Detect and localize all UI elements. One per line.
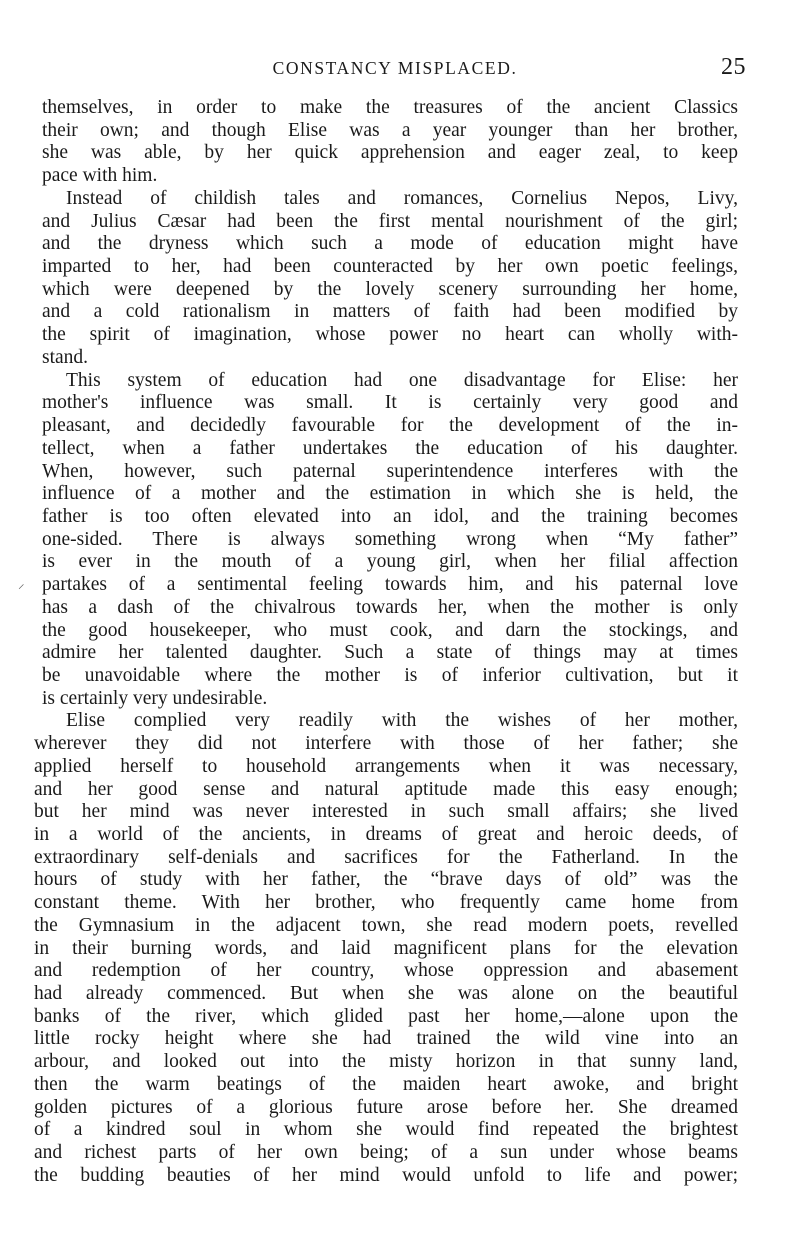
text-line: pleasant, and decidedly favourable for the development of the in- [42,415,738,437]
text-line: banks of the river, which glided past her home,—alone upon the [34,1005,738,1027]
paragraph-start-line: Elise complied very readily with the wishes of her mother, [66,710,738,732]
text-line: in their burning words, and laid magnificent plans for the elevation [34,937,738,959]
text-line: be unavoidable where the mother is of inferior cultivation, but it [42,664,738,686]
text-line: which were deepened by the lovely scenery surrounding her home, [42,278,738,300]
text-line: applied herself to household arrangements when it was necessary, [34,755,738,777]
text-line: mother's influence was small. It is certainly very good and [42,392,738,414]
text-line: but her mind was never interested in such small affairs; she lived [34,801,738,823]
text-line: and a cold rationalism in matters of faith had been modified by [42,301,738,323]
running-title: CONSTANCY MISPLACED. [272,58,518,78]
text-line: had already commenced. But when she was alone on the beautiful [34,983,738,1005]
text-line: stand. [42,346,89,368]
text-line: and richest parts of her own being; of a sun under whose beams [34,1142,738,1164]
text-line: and redemption of her country, whose oppression and abasement [34,960,738,982]
text-line: extraordinary self-denials and sacrifices for the Fatherland. In the [34,846,738,868]
text-line: their own; and though Elise was a year younger than her brother, [42,119,738,141]
text-line: partakes of a sentimental feeling towards him, and his paternal love [42,574,738,596]
text-line: pace with him. [42,165,158,187]
text-line: arbour, and looked out into the misty horizon in that sunny land, [34,1051,738,1073]
text-line: is certainly very undesirable. [42,687,268,709]
text-line: and the dryness which such a mode of education might have [42,233,738,255]
text-line: one-sided. There is always something wrong when “My father” [42,528,738,550]
text-line: imparted to her, had been counteracted by her own poetic feelings, [42,256,738,278]
text-line: and her good sense and natural aptitude made this easy enough; [34,778,738,800]
text-line: has a dash of the chivalrous towards her, when the mother is only [42,596,738,618]
text-line: themselves, in order to make the treasures of the ancient Classics [42,97,738,118]
text-line: little rocky height where she had trained the wild vine into an [34,1028,738,1050]
text-line: wherever they did not interfere with those of her father; she [34,733,738,755]
text-line: then the warm beatings of the maiden heart awoke, and bright [34,1073,738,1095]
paragraph-start-line: Instead of childish tales and romances, Cornelius Nepos, Livy, [66,187,738,209]
text-line: constant theme. With her brother, who frequently came home from [34,892,738,914]
margin-mark: ⸝ [18,576,25,591]
text-line: influence of a mother and the estimation in which she is held, the [42,483,738,505]
paragraph-start-line: This system of education had one disadvantage for Elise: her [66,369,738,391]
text-line: the good housekeeper, who must cook, and darn the stockings, and [42,619,738,641]
body-text [34,97,738,1188]
text-line: the spirit of imagination, whose power no heart can wholly with- [42,324,738,346]
text-line: is ever in the mouth of a young girl, when her filial affection [42,551,738,573]
text-line: in a world of the ancients, in dreams of great and heroic deeds, of [34,824,738,845]
text-line: admire her talented daughter. Such a state of things may at times [42,642,738,664]
text-line: When, however, such paternal superintendence interferes with the [42,460,738,482]
text-line: tellect, when a father undertakes the education of his daughter. [42,437,738,459]
text-line: golden pictures of a glorious future arose before her. She dreamed [34,1096,738,1118]
text-line: hours of study with her father, the “brave days of old” was the [34,869,738,891]
text-line: the Gymnasium in the adjacent town, she read modern poets, revelled [34,914,738,936]
text-line: she was able, by her quick apprehension and eager zeal, to keep [42,142,738,164]
page-number: 25 [721,54,746,80]
text-line: father is too often elevated into an idol, and the training becomes [42,505,738,527]
text-line: the budding beauties of her mind would unfold to life and power; [34,1164,738,1186]
text-line: of a kindred soul in whom she would find repeated the brightest [34,1119,738,1141]
text-line: and Julius Cæsar had been the first mental nourishment of the girl; [42,210,738,232]
